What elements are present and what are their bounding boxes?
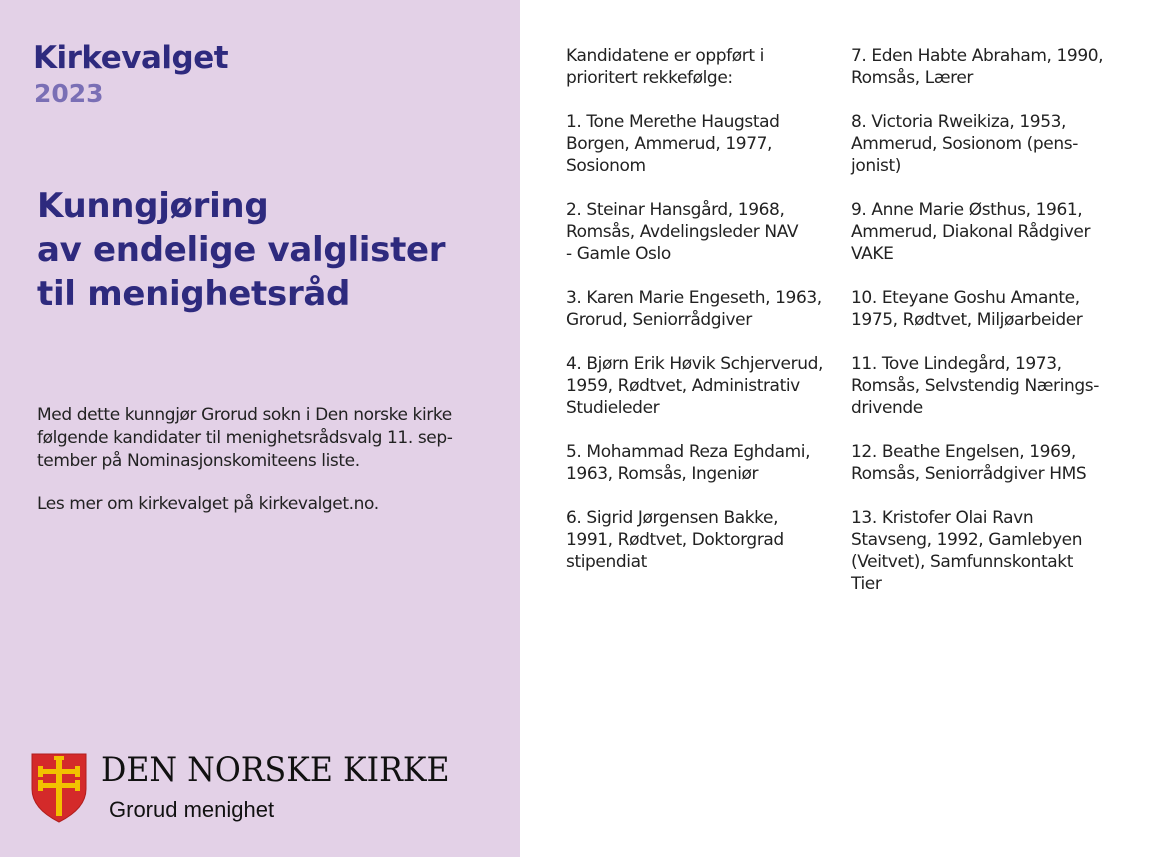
candidate-line: (Veitvet), Samfunnskontakt — [851, 552, 1073, 572]
more-info-text: Les mer om kirkevalget på kirkevalget.no. — [37, 494, 379, 514]
candidate-line: 1991, Rødtvet, Doktorgrad — [566, 530, 784, 550]
list-intro-line: prioritert rekkefølge: — [566, 68, 733, 88]
candidate-line: 11. Tove Lindegård, 1973, — [851, 354, 1062, 374]
candidate-item — [851, 111, 1121, 177]
candidate-item — [851, 287, 1121, 331]
candidate-line: Borgen, Ammerud, 1977, — [566, 134, 773, 154]
candidate-item — [851, 441, 1121, 485]
candidate-line: 6. Sigrid Jørgensen Bakke, — [566, 508, 779, 528]
page-title — [37, 184, 497, 316]
logo-wordmark: DEN NORSKE KIRKE — [101, 750, 450, 790]
candidate-line: 1. Tone Merethe Haugstad — [566, 112, 780, 132]
list-intro — [566, 45, 836, 89]
candidate-item — [566, 199, 836, 265]
candidate-item — [851, 199, 1121, 265]
candidate-line: 10. Eteyane Goshu Amante, — [851, 288, 1080, 308]
candidate-column-1 — [566, 45, 836, 595]
candidate-line: Stavseng, 1992, Gamlebyen — [851, 530, 1083, 550]
intro-line: tember på Nominasjonskomiteens liste. — [37, 451, 360, 471]
candidate-line: Romsås, Seniorrådgiver HMS — [851, 464, 1087, 484]
candidate-line: Studieleder — [566, 398, 660, 418]
candidate-line: 5. Mohammad Reza Eghdami, — [566, 442, 811, 462]
candidate-item — [566, 353, 836, 419]
candidate-line: Ammerud, Diakonal Rådgiver — [851, 222, 1091, 242]
intro-paragraph — [37, 404, 477, 473]
candidate-line: 1959, Rødtvet, Administrativ — [566, 376, 800, 396]
candidate-line: Romsås, Lærer — [851, 68, 973, 88]
brand-year: 2023 — [34, 79, 104, 108]
candidate-item — [566, 507, 836, 573]
candidate-line: 7. Eden Habte Abraham, 1990, — [851, 46, 1104, 66]
candidate-line: Romsås, Avdelingsleder NAV — [566, 222, 799, 242]
title-line: av endelige valglister — [37, 230, 446, 270]
candidate-line: Grorud, Seniorrådgiver — [566, 310, 752, 330]
candidate-line: 1975, Rødtvet, Miljøarbeider — [851, 310, 1083, 330]
candidate-line: stipendiat — [566, 552, 647, 572]
candidate-line: 9. Anne Marie Østhus, 1961, — [851, 200, 1083, 220]
candidate-line: - Gamle Oslo — [566, 244, 671, 264]
intro-line: følgende kandidater til menighetsrådsvalg 11. sep- — [37, 428, 453, 448]
list-intro-line: Kandidatene er oppført i — [566, 46, 764, 66]
candidate-line: Ammerud, Sosionom (pens- — [851, 134, 1078, 154]
candidate-line: 4. Bjørn Erik Høvik Schjerverud, — [566, 354, 823, 374]
candidate-line: Romsås, Selvstendig Nærings- — [851, 376, 1099, 396]
candidate-item — [851, 353, 1121, 419]
logo-subtitle: Grorud menighet — [109, 797, 275, 822]
candidate-item — [566, 111, 836, 177]
candidate-line: Tier — [851, 574, 882, 594]
candidate-item — [851, 45, 1121, 89]
brand-title: Kirkevalget — [33, 40, 229, 76]
candidate-line: drivende — [851, 398, 923, 418]
candidate-column-2 — [851, 45, 1121, 617]
church-shield-icon — [31, 753, 87, 823]
candidate-line: VAKE — [851, 244, 894, 264]
title-line: Kunngjøring — [37, 186, 269, 226]
candidate-line: 2. Steinar Hansgård, 1968, — [566, 200, 785, 220]
candidate-line: 8. Victoria Rweikiza, 1953, — [851, 112, 1067, 132]
candidate-item — [566, 287, 836, 331]
candidate-line: 3. Karen Marie Engeseth, 1963, — [566, 288, 822, 308]
candidate-line: jonist) — [851, 156, 901, 176]
intro-line: Med dette kunngjør Grorud sokn i Den norske kirke — [37, 405, 452, 425]
candidate-line: Sosionom — [566, 156, 646, 176]
candidate-item — [851, 507, 1121, 595]
candidate-line: 12. Beathe Engelsen, 1969, — [851, 442, 1076, 462]
title-line: til menighetsråd — [37, 274, 351, 314]
candidate-line: 13. Kristofer Olai Ravn — [851, 508, 1034, 528]
candidate-line: 1963, Romsås, Ingeniør — [566, 464, 759, 484]
candidate-item — [566, 441, 836, 485]
